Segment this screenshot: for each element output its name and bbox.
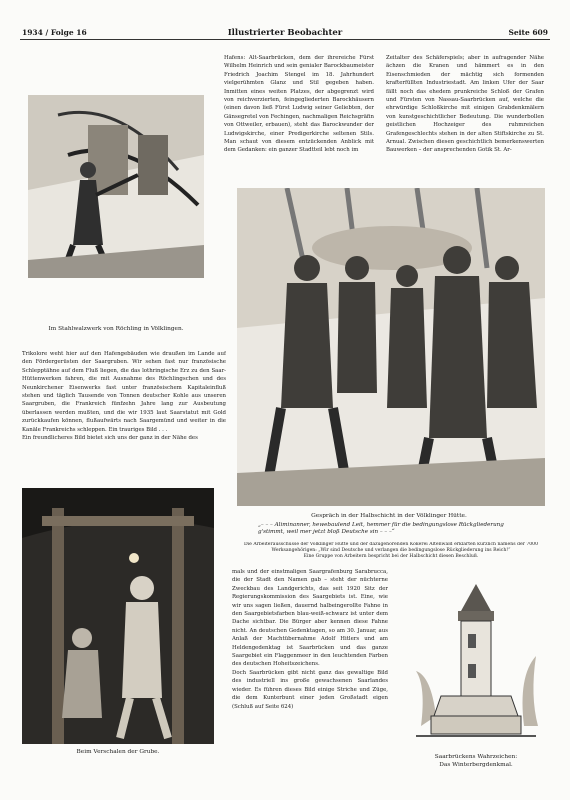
steel-mill-illustration: [28, 95, 204, 278]
tower-caption-2: Das Winterbergdenkmal.: [439, 762, 513, 768]
mine-illustration: [22, 488, 214, 744]
article-paragraph: mals und der einstmaligen Saargrafenburg Sarabrucca, die der Stadt den Namen gab – steht der nüchterne Zweckbau des Landgerichts, das seit 1920 Sitz der Regierungskommission des Saargebiets ist. Eine, wie wir uns sagen ließen, dauernd halbeingerollte Fahne in den Saargebietsfarben blau-weiß-schwarz ist unter dem Dache sichtbar. Die Bürger aber kennen diese Fahne nicht. An deutschen Gedenktagen, so am 30. Januar, aus Anlaß der Machtübernahme Adolf Hitlers und am Heldengedenktag ist Saarbrücken und das ganze Saargebiet ein Flaggenmeer in den leuchtenden Farben des deutschen Hoheitszeichens.: [232, 569, 388, 668]
workers-title: Gespräch in der Halbschicht in der Völklinger Hütte.: [311, 513, 467, 519]
article-paragraph: Zeitalter des Schäferspiels; aber in aufragender Nähe ächzen die Kranen und hämmert es in den Eisenschmieden der mächtig sich formenden krafterfüllten Industriestadt. Am linken Ufer der Saar fällt noch das ehedem prunkreiche Schloß der Grafen und Fürsten von Nassau-Saarbrücken auf, welche die ehrwürdige Schloßkirche mit einigen Grabdenkmälern von kunstgeschichtlicher Bedeutung. Die wunderbollen geistlichen Hochzeiger des ruhmreichen Grafengeschlechts stehen in der alten Stiftskirche zu St. Arnual. Zwischen diesen geschichtlich bemerkenswerten Bauwerken – der ansprechenden Gotik St. Ar-: [386, 55, 544, 154]
issue-label: 1934 / Folge 16: [22, 28, 87, 37]
workers-note: [241, 542, 541, 566]
header-rule: [20, 39, 550, 40]
page-number: Seite 609: [508, 28, 548, 37]
tower-illustration: [406, 576, 546, 744]
workers-illustration: [237, 188, 545, 506]
magazine-title: Illustrierter Beobachter: [227, 28, 343, 38]
steel-mill-caption: Im Stahlwalzwerk von Röchling in Völklingen.: [48, 326, 184, 332]
article-column-4: [232, 568, 388, 780]
article-paragraph: Trikolore weht hier auf den Hafengebäuden wie draußen im Lande auf den Fördergerüsten der Saargruben. Wir sehen fast nur französische Schlepptähne auf dem Fluß liegen, die das lothringische Erz zu den Saar-Hüttenwerken fahren, die mit Ausnahme des Röchlingschen und des Neunkirchener Eisenwerks fast unter französischem Kapitaleinfluß stehen und täglich Tausende von Tonnen deutscher Kohle aus unseren Saargruben, die Frankreich fünfzehn Jahre lang zur Ausbeutung überlassen werden mußten, und die wir 1935 laut Saarstatut mit Gold zurückkaufen können, flußaufwärts nach Saargemünd und weiter in die Kanäle Frankreichs schleppen. Ein trauriges Bild . . .: [22, 351, 226, 433]
article-column-1: [224, 54, 374, 186]
workers-quote: „– – – Aliminanner, hewebaulend Leit, hemmer für die bedingungslose Rückgliederung g'stimmt, weil mer jetzt bloß Deutsche sin – – –“: [258, 522, 504, 536]
tower-caption-1: Saarbrückens Wahrzeichen:: [434, 754, 518, 760]
article-column-3: [22, 350, 226, 451]
article-paragraph: Doch Saarbrücken gibt nicht ganz das gewaltige Bild des industriell ins große gewachsenen Saarlandes wieder. Es führen dieses Bild einige Striche und Züge, die dem Kunterbunt einer jeden Großstadt eigen (Schluß auf Seite 624): [232, 669, 388, 710]
article-paragraph: Ein freundlicheres Bild bietet sich uns der ganz in der Nähe des: [22, 435, 198, 442]
workers-note-text: Die Arbeiterausschüsse der Völklinger Hütte und der dazugehörenden Kokerei Altenwald erklärten kürzlich namens der 7000 Werksangehörigen: „Wir sind Deutsche und verlangen die bedingungslose Rückgliederung ins Reich!“: [243, 542, 539, 554]
article-paragraph: Hafens: Alt-Saarbrücken, dem der ihrereiche Fürst Wilhelm Heinrich und sein genialer Barockbaumeister Friedrich Joachim Stengel im 18. Jahrhundert vielgerühmten Glanz und Stil gegeben haben. Inmitten eines weiten Platzes, der abgegrenzt wird von reichverzierten, feingegliederten Barockhäusern (einen davon ließ Fürst Ludwig seiner Geliebten, der Gänsegretel von Fechingen, nachmaligen Reichsgräfin von Ottweiler, erbauen), steht das Barockwunder der Ludwigskirche, einer Predigerkirche seltenen Stils. Man schaut von diesem entzückenden Anblick mit dem Gedanken: ein ganzer Stadtteil lebt noch im: [224, 55, 374, 154]
mine-caption: Beim Verschalen der Grube.: [76, 749, 160, 755]
article-column-2: [386, 54, 544, 186]
workers-note-text: Eine Gruppe von Arbeitern bespricht bei der Halbschicht diesen Beschluß.: [303, 554, 479, 560]
